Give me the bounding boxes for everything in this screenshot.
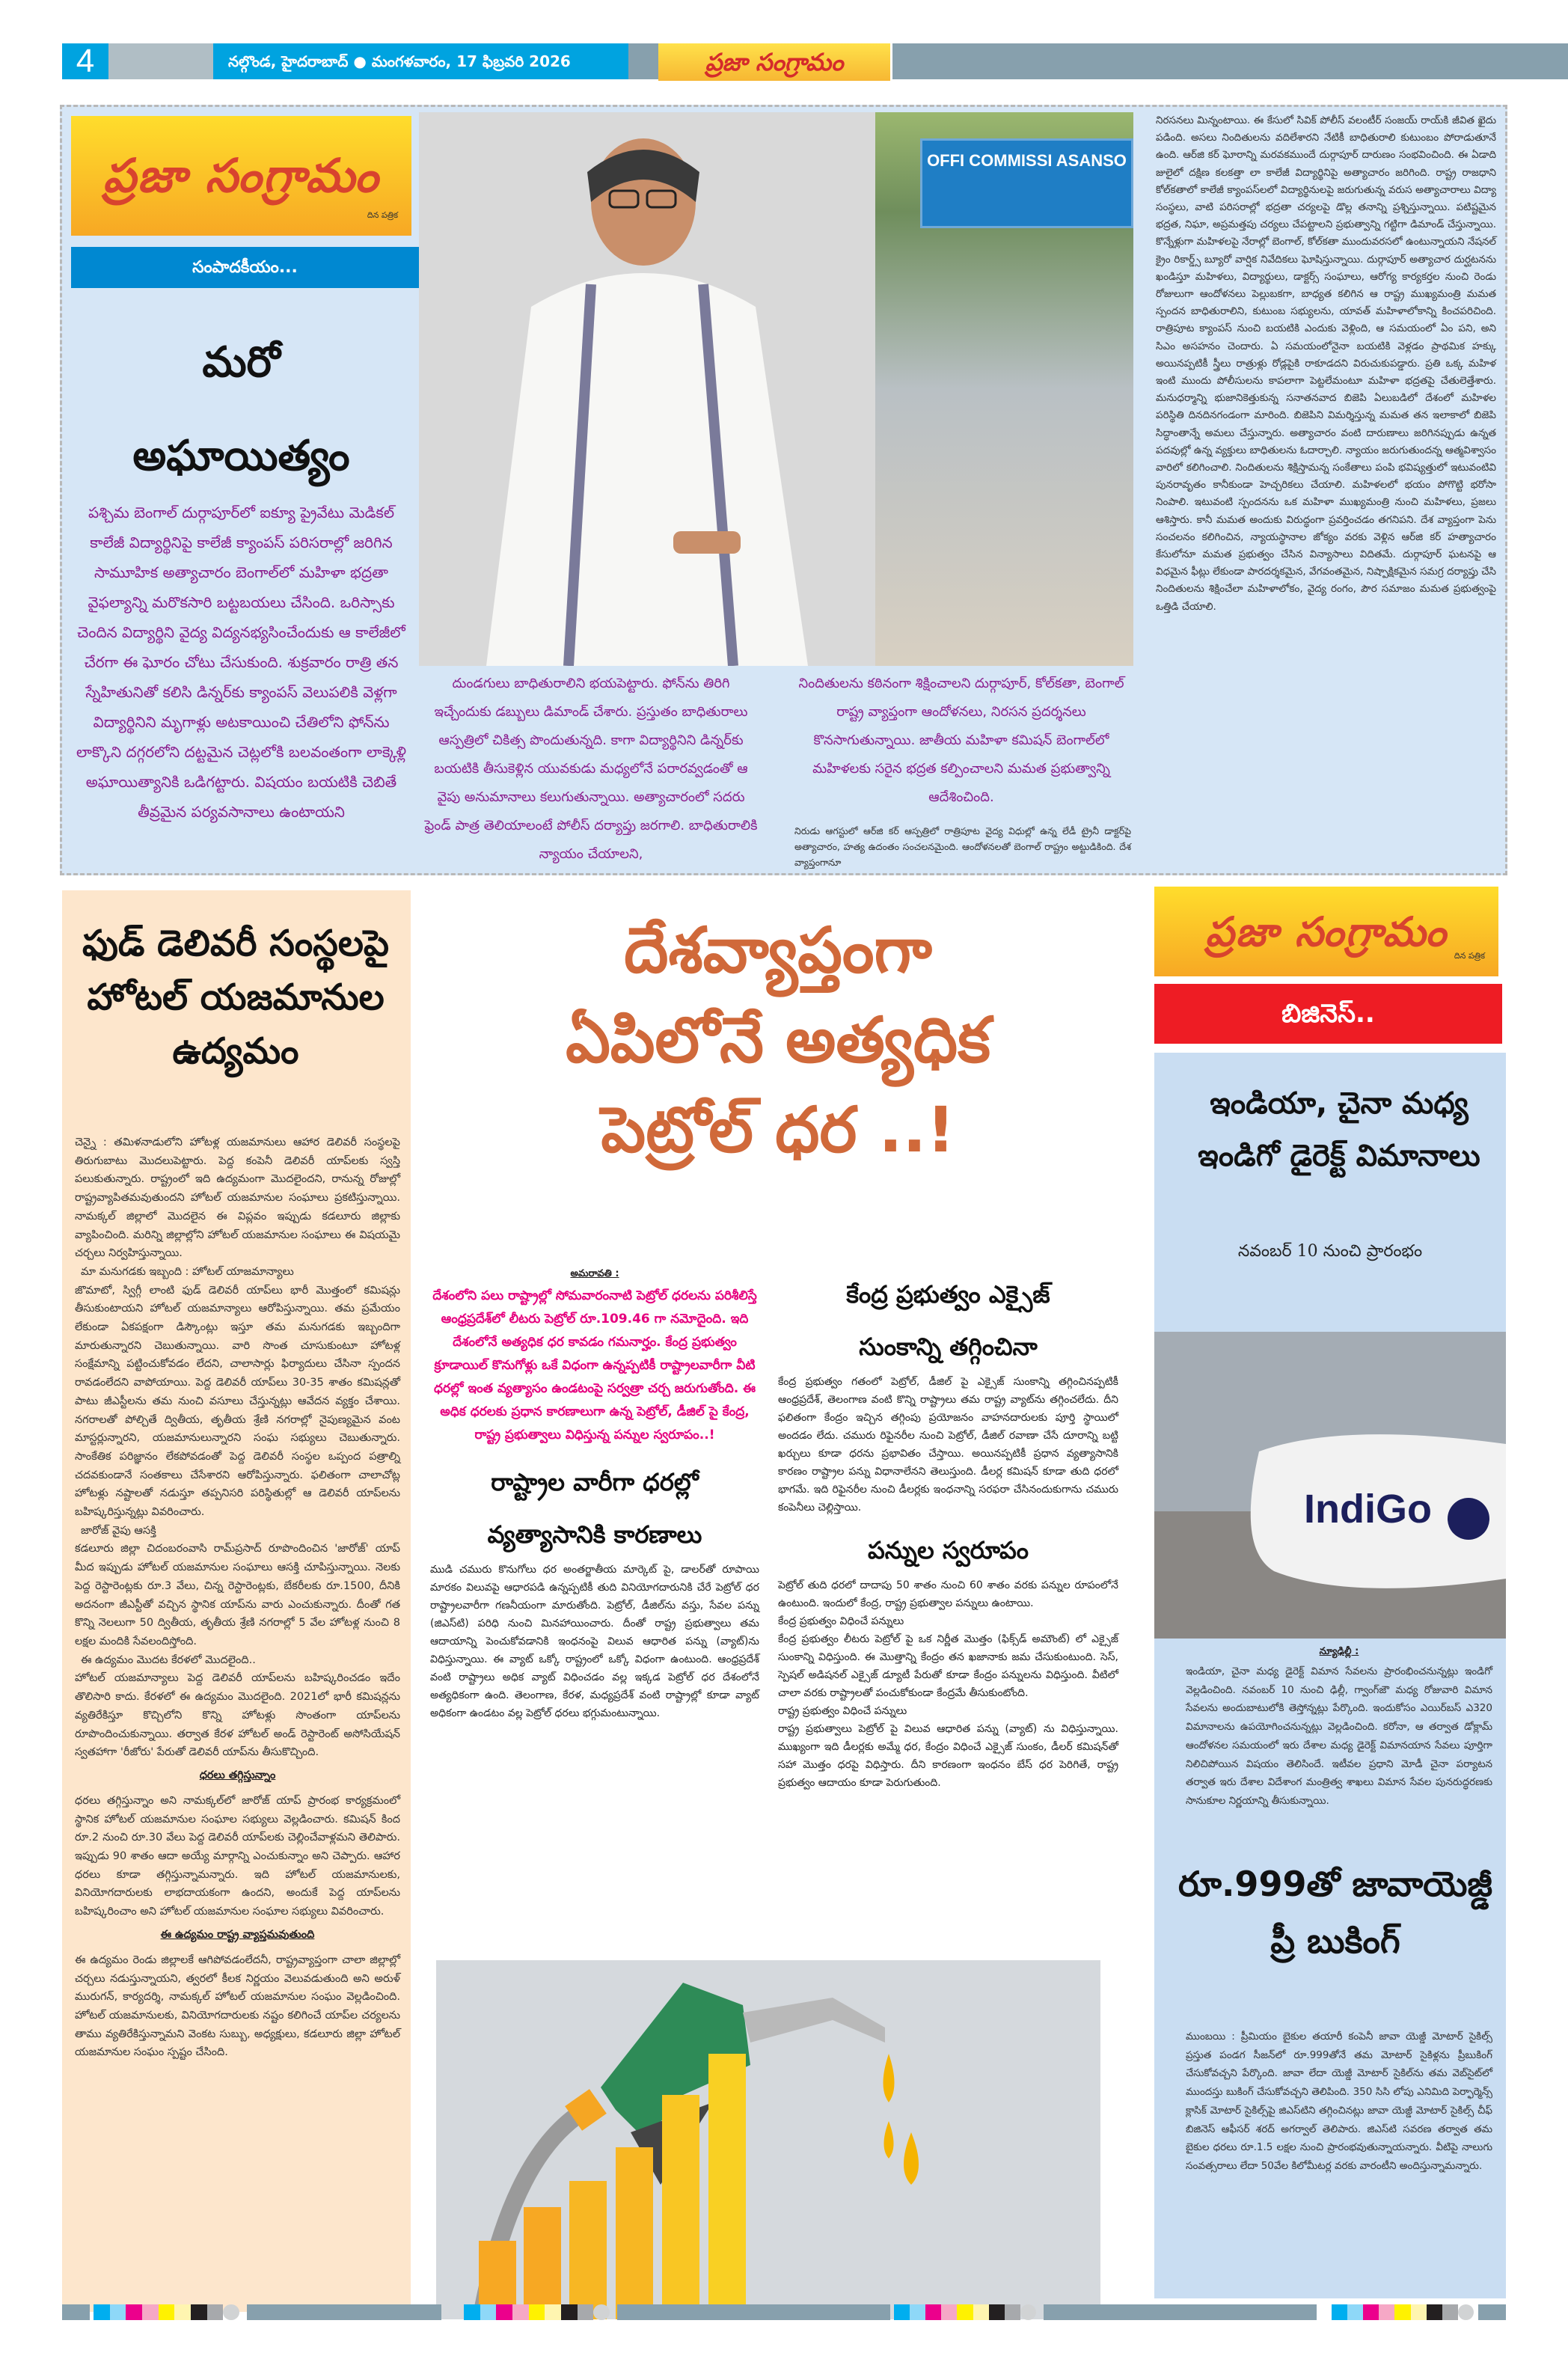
registration-swatch bbox=[223, 2304, 239, 2320]
page-number: 4 bbox=[62, 43, 108, 79]
registration-swatch bbox=[1394, 2304, 1410, 2320]
registration-swatch bbox=[142, 2304, 159, 2320]
registration-swatch bbox=[1458, 2304, 1474, 2320]
petrol-subhead-b-line1: కేంద్ర ప్రభుత్వం ఎక్సైజ్ bbox=[846, 1280, 1050, 1309]
food-subhead-3: ఈ ఉద్యమం మొదట కేరళలో మొదలైంది.. bbox=[81, 1653, 256, 1666]
registration-swatch bbox=[561, 2304, 578, 2320]
registration-swatch bbox=[578, 2304, 594, 2320]
petrol-article-headline bbox=[426, 905, 1130, 1175]
registration-bar bbox=[62, 2304, 90, 2320]
registration-swatch bbox=[593, 2304, 610, 2320]
editorial-column-4: నిరసనలు మిన్నంటాయి. ఈ కేసులో సివిక్ పోలీస్ వలంటీర్ సంజయ్ రాయ్‌కి జీవిత ఖైదు పడింది. అసలు నిందితులను వదిలేశారని నేటికీ బాధితురాలి కుటుంబం పోరాడుతూనే ఉంది. ఆర్‌జి కర్ ఘోరాన్ని మరవకముందే దుర్గాపూర్ దారుణం సంభవించింది. ఈ ఏడాది జులైలో దక్షిణ కలకత్తా లా కాలేజీ విద్యార్థినిపై అత్యాచారం జరిగింది. రాష్ట్ర రాజధాని కోల్‌కతాలో కాలేజీ క్యాంపస్‌లలో విద్యార్థినులపై జరుగుతున్న వరుస అత్యాచారాలు విద్యా సంస్థలు, వాటి పరిసరాల్లో భద్రతా చర్యలపై డొల్ల తనాన్ని ప్రశ్నిస్తున్నాయి. పటిష్టమైన భద్రత, నిఘా, అప్రమత్తపు చర్యలు చేపట్టాలని ప్రభుత్వాన్ని గట్టిగా డిమాండ్ చేస్తున్నాయి. కొన్నేళ్లుగా మహిళలపై నేరాల్లో బెంగాల్, కోల్‌కతా ముందువరసలో ఉంటున్నాయని నేషనల్ క్రైం రికార్డ్స్ బ్యూరో వార్షిక నివేదికలు ఘోషిస్తున్నాయి. దుర్గాపూర్ అత్యాచార దుర్ఘటనను ఖండిస్తూ మహిళలు, విద్యార్థులు, డాక్టర్స్ సంఘాలు, ఆరోగ్య కార్యకర్తల నుంచి రెండు రోజులుగా ఆందోళనలు పెల్లుబకగా, బాధ్యత కలిగిన ఆ రాష్ట్ర ముఖ్యమంత్రి మమత స్పందన బాధితురాలిని, కుటుంబ సభ్యులను, యావత్ మహిళాలోకాన్ని కించపరిచింది. రాత్రిపూట క్యాంపస్ నుంచి బయటికి ఎందుకు వెళ్లింది, ఆ సమయంలో ఏం పని, అని సిఎం అసహనం చెందారు. ఏ సమయంలోనైనా బయటికి వెళ్లడం ప్రాథమిక హక్కు అయినప్పటికీ స్త్రీలు రాత్రుళ్లు రోడ్లపైకి రాకూడదని విరుచుకుపడ్డారు. ప్రతి ఒక్క మహిళ ఇంటి ముందు పోలీసులను కాపలాగా పెట్టలేమంటూ మహిళా భద్రతపై చేతులెత్తేశారు. మనుధర్మాన్ని భుజానికెత్తుకున్న సనాతనవాద బిజెపి ఏలుబడిలో దేశంలో మహిళల పరిస్థితి దినదినగండంగా మారింది. బిజెపిని విమర్శిస్తున్న మమత తన ఇలాకాలో బిజెపి సిద్ధాంతాన్నే అమలు చేస్తున్నారు. అత్యాచారం వంటి దారుణాలు జరిగినప్పుడు ఉన్నత పదవుల్లో ఉన్న వ్యక్తులు బాధితులను ఓదార్చాలి. న్యాయం జరుగుతుందన్న ఆత్మవిశ్వాసం వారిలో కలిగించాలి. నిందితులను శిక్షిస్తామన్న సంకేతాలు పంపి భవిష్యత్తులో ఇటువంటివి పునరావృతం కానీకుండా హెచ్చరికలు చేయాలి. మహిళలలో భయం పోగొట్టి భరోసా నింపాలి. ఇటువంటి స్పందనను ఒక మహిళా ముఖ్యమంత్రి నుంచి మహిళలు, ప్రజలు ఆశిస్తారు. కానీ మమత అందుకు విరుద్ధంగా ప్రవర్తించడం తగనిపని. దేశ వ్యాప్తంగా పెను సంచలనం కలిగించిన, న్యాయస్థానాల జోక్యం వరకు వెళ్లిన ఆర్‌జి కర్ హత్యాచారం కేసులోనూ మమత ప్రభుత్వం చేసిన విన్యాసాలు విదితమే. దుర్గాపూర్ ఘటనపై ఆ విధమైన ఫీట్లు లేకుండా పారదర్శకమైన, వేగవంతమైన, నిష్పాక్షికమైన సమగ్ర దర్యాప్తు చేసి నిందితులను శిక్షించేలా మహిళాలోకం, వైద్య రంగం, పౌర సమాజం మమత ప్రభుత్వంపై ఒత్తిడి చేయాలి. bbox=[1156, 114, 1496, 613]
fuel-nozzle-bar-graphic bbox=[436, 1960, 1100, 2319]
petrol-subhead-b-line2: సుంకాన్ని తగ్గించినా bbox=[859, 1333, 1038, 1361]
registration-swatch bbox=[1332, 2304, 1347, 2320]
food-article-headline: ఫుడ్ డెలివరీ సంస్థలపై హోటల్ యజమానుల ఉద్యమం bbox=[82, 923, 390, 1072]
petrol-lead-paragraph: దేశంలోని పలు రాష్ట్రాల్లో సోమవారంనాటి పెట్రోల్ ధరలను పరిశీలిస్తే ఆంధ్రప్రదేశ్‌లో లీటరు పెట్రోల్ రూ.109.46 గా నమోదైంది. ఇది దేశంలోనే అత్యధిక ధర కావడం గమనార్హం. కేంద్ర ప్రభుత్వం క్రూడాయిల్ కొనుగోళ్లు ఒకే విధంగా ఉన్నప్పటికీ రాష్ట్రాలవారీగా వీటి ధరల్లో ఇంత వ్యత్యాసం ఉండటంపై సర్వత్రా చర్చ జరుగుతోంది. ఈ అధిక ధరలకు ప్రధాన కారణాలుగా ఉన్న పెట్రోల్, డీజిల్ పై కేంద్ర, రాష్ట్ర ప్రభుత్వాలు విధిస్తున్న పన్నుల స్వరూపం..! bbox=[432, 1288, 757, 1442]
registration-swatch bbox=[110, 2304, 126, 2320]
editorial-headline-line1: మరో bbox=[202, 338, 281, 387]
registration-swatch bbox=[973, 2304, 989, 2320]
food-para-1: చెన్నై : తమిళనాడులోని హోటళ్ల యజమానులు ఆహార డెలివరీ సంస్థలపై తిరుగుబాటు మొదలుపెట్టారు. పెద్ద కంపెనీ డెలివరీ యాప్‌లకు స్వస్తి పలుకుతున్నారు. రాష్ట్రంలో ఇది ఉద్యమంగా మొదలైందని, రానున్న రోజుల్లో రాష్ట్రవ్యాపితమవుతుందని హోటల్ యజమానుల సంఘాలు ప్రకటిస్తున్నాయి. నామక్కల్ జిల్లాలో మొదలైన ఈ విప్లవం ఇప్పుడు కడలూరు జిల్లాకు వ్యాపించింది. మరిన్ని జిల్లాల్లోని హోటల్ యజమానుల సంఘాలు ఈ విషయమై చర్చలు నిర్వహిస్తున్నాయి. bbox=[75, 1136, 400, 1260]
food-para-2: జొమాటో, స్విగ్గీ లాంటి ఫుడ్ డెలివరీ యాప్‌లు భారీ మొత్తంలో కమిషన్లు తీసుకుంటాయని హోటల్ యజమాన్యాలు ఆరోపిస్తున్నాయి. తమ ప్రమేయం లేకుండా ఏకపక్షంగా డిస్కౌంట్లు ఇస్తూ తమ మనుగడకు ఇబ్బందిగా మారుతున్నారని చెబుతున్నాయి. వారి సొంత చూసుకుంటూ హోటళ్ల సంక్షేమాన్ని పట్టించుకోవడం లేదని, చాలాసార్లు ఫిర్యాదులు చేసినా స్పందన రావడంలేదని వాపోయాయి. పెద్ద డెలివరీ యాప్‌లు 30-35 శాతం కమిషన్లతో పాటు జీఎస్టీలను తమ నుంచి వసూలు చేస్తున్నట్లు ఆవేదన వ్యక్తం చేశాయి. నగరాలతో పోల్చితే ద్వితీయ, తృతీయ శ్రేణి నగరాల్లో నైపుణ్యమైన వంట మాస్టర్లున్నారని, యజమానులున్నారని సంఘ సభ్యులు చెబుతున్నారు. సాంకేతిక పరిజ్ఞానం లేకపోవడంతో పెద్ద డెలివరీ సంస్థల ఒప్పంద పత్రాల్ని చదవకుండానే సంతకాలు చేసేశారని ఆరోపిస్తున్నారు. ఫలితంగా చాలాచోట్ల హోటళ్లు నష్టాలతో నడుస్తూ తప్పనిసరి పరిస్థితుల్లో ఆ డెలివరీ యాప్‌లను బహిష్కరిస్తున్నట్లు వివరించారు. bbox=[75, 1284, 400, 1519]
registration-swatch bbox=[941, 2304, 957, 2320]
registration-swatch bbox=[925, 2304, 941, 2320]
registration-swatch bbox=[94, 2304, 110, 2320]
food-subhead-2: జారోజ్ వైపు ఆసక్తి bbox=[81, 1524, 156, 1537]
registration-swatch bbox=[1020, 2304, 1036, 2320]
petrol-subhead-c2: రాష్ట్ర ప్రభుత్వం విధించే పన్నులు bbox=[778, 1705, 907, 1717]
masthead-tagline: దిన పత్రిక bbox=[367, 210, 398, 220]
registration-swatch bbox=[191, 2304, 207, 2320]
airline-logo-text: IndiGo bbox=[1304, 1487, 1432, 1532]
petrol-para-c3: రాష్ట్ర ప్రభుత్వాలు పెట్రోల్ పై విలువ ఆధారిత పన్ను (వ్యాట్) ను విధిస్తున్నాయి. ముఖ్యంగా ఇది డీలర్లకు అమ్మే ధర, కేంద్రం విధించే ఎక్సైజ్ సుంకం, డీలర్ కమిషన్‌తో సహా మొత్తం ధరపై విధిస్తారు. దీని కారణంగా ఇంధనం బేస్ ధర పెరిగితే, రాష్ట్ర ప్రభుత్వం ఆదాయం కూడా పెరుగుతుంది. bbox=[778, 1723, 1118, 1789]
registration-color-marks bbox=[94, 2304, 239, 2320]
registration-swatch bbox=[910, 2304, 925, 2320]
section-label-editorial: సంపాదకీయం... bbox=[71, 247, 419, 288]
registration-swatch bbox=[529, 2304, 545, 2320]
photo-chief-minister bbox=[419, 112, 875, 666]
masthead-text: ప్రజా సంగ్రామం bbox=[102, 148, 380, 203]
petrol-price-illustration bbox=[436, 1960, 1100, 2319]
petrol-subhead-c: పన్నుల స్వరూపం bbox=[868, 1536, 1029, 1564]
registration-bar bbox=[1044, 2304, 1317, 2320]
registration-swatch bbox=[1347, 2304, 1363, 2320]
header-divider bbox=[108, 43, 213, 79]
editorial-lead-paragraph: పశ్చిమ బెంగాల్ దుర్గాపూర్‌లో ఐక్యూ ప్రైవేటు మెడికల్ కాలేజీ విద్యార్థినిపై కాలేజీ క్యాంపస్ పరిసరాల్లో జరిగిన సామూహిక అత్యాచారం బెంగాల్‌లో మహిళా భద్రతా వైఫల్యాన్ని మరొకసారి బట్టబయలు చేసింది. ఒరిస్సాకు చెందిన విద్యార్థిని వైద్య విద్యనభ్యసించేందుకు ఆ కాలేజీలో చేరగా ఈ ఘోరం చోటు చేసుకుంది. శుక్రవారం రాత్రి తన స్నేహితునితో కలిసి డిన్నర్‌కు క్యాంపస్ వెలుపలికి వెళ్లగా విద్యార్థినిని మృగాళ్లు అటకాయించి చేతిలోని ఫోన్‌ను లాక్కొని దగ్గరలోని దట్టమైన చెట్లలోకి బలవంతంగా లాక్కెళ్లి అఘాయిత్యానికి ఒడిగట్టారు. విషయం బయటికి చెబితే తీవ్రమైన పర్యవసానాలు ఉంటాయని bbox=[76, 504, 407, 821]
indigo-dateline: న్యూఢిల్లీ : bbox=[1319, 1646, 1359, 1657]
commissionerate-sign: OFFI COMMISSI ASANSO bbox=[920, 138, 1133, 228]
indigo-headline: ఇండియా, చైనా మధ్య ఇండిగో డైరెక్ట్ విమానాలు bbox=[1198, 1086, 1480, 1173]
food-subhead-5: ఈ ఉద్యమం రాష్ట్ర వ్యాప్తమవుతుంది bbox=[160, 1928, 315, 1941]
food-para-4: హోటల్ యజమాన్యాలు పెద్ద డెలివరీ యాప్‌లను బహిష్కరించడం ఇదేం తొలిసారి కాదు. కేరళలో ఈ ఉద్యమం మొదలైంది. 2021లో భారీ కమిషన్లను వ్యతిరేకిస్తూ కొచ్చిలోని కొన్ని హోటళ్లు సొంతంగా యాప్‌లను రూపొందించుకున్నాయి. తర్వాత కేరళ హోటల్ అండ్ రెస్టారెంట్ అసోసియేషన్ స్వతహాగా 'రీజోరు' పేరుతో డెలివరీ యాప్‌ను తీసుకొచ్చింది. bbox=[75, 1672, 400, 1759]
petrol-subhead-a-line1: రాష్ట్రాల వారీగా ధరల్లో bbox=[491, 1468, 699, 1496]
petrol-headline-line3: పెట్రోల్ ధర ..! bbox=[601, 1093, 955, 1166]
editorial-column-3-small: నిరుడు ఆగస్టులో ఆర్‌జి కర్ ఆస్పత్రిలో రాత్రిపూట వైద్య విధుల్లో ఉన్న లేడీ ట్రైనీ డాక్టర్‌పై అత్యాచారం, హత్య ఉదంతం సంచలనమైంది. ఆందోళనలతో బెంగాల్ రాష్ట్రం అట్టుడికింది. దేశ వ్యాప్తంగానూ bbox=[794, 825, 1131, 868]
editorial-column-3: నిందితులను కఠినంగా శిక్షించాలని దుర్గాపూర్, కోల్‌కతా, బెంగాల్ రాష్ట్ర వ్యాప్తంగా ఆందోళనలు, నిరసన ప్రదర్శనలు కొనసాగుతున్నాయి. జాతీయ మహిళా కమిషన్ బెంగాల్‌లో మహిళలకు సరైన భద్రత కల్పించాలని మమత ప్రభుత్వాన్ని ఆదేశించింది. bbox=[798, 676, 1124, 805]
masthead-tagline: దిన పత్రిక bbox=[1454, 951, 1485, 961]
food-subhead-1: మా మనుగడకు ఇబ్బంది : హోటల్ యాజమాన్యాలు bbox=[81, 1265, 294, 1278]
petrol-para-c2: కేంద్ర ప్రభుత్వం లీటరు పెట్రోల్ పై ఒక నిర్ణీత మొత్తం (ఫిక్స్‌డ్ అమౌంట్) లో ఎక్సైజ్ సుంకాన్ని విధిస్తుంది. ఈ మొత్తాన్ని కేంద్రం తన ఖజానాకు జమ చేసుకుంటుంది. సెస్, స్పెషల్ అడిషనల్ ఎక్సైజ్ డ్యూటీ పేరుతో కూడా కేంద్రం పన్నులను విధిస్తుంది. వీటిలో చాలా వరకు రాష్ట్రాలతో పంచుకోకుండా కేంద్రమే తీసుకుంటోంది. bbox=[778, 1633, 1118, 1699]
petrol-para-c1: పెట్రోల్ తుది ధరలో దాదాపు 50 శాతం నుంచి 60 శాతం వరకు పన్నుల రూపంలోనే ఉంటుంది. ఇందులో కేంద్ర, రాష్ట్ర ప్రభుత్వాల పన్నులు ఉంటాయి. bbox=[778, 1579, 1118, 1609]
registration-swatch bbox=[1005, 2304, 1020, 2320]
registration-swatch bbox=[464, 2304, 480, 2320]
registration-swatch bbox=[174, 2304, 191, 2320]
petrol-para-b: కేంద్ర ప్రభుత్వం గతంలో పెట్రోల్, డీజిల్ పై ఎక్సైజ్ సుంకాన్ని తగ్గించినప్పటికీ ఆంధ్రప్రదేశ్, తెలంగాణ వంటి కొన్ని రాష్ట్రాలు తమ రాష్ట్ర వ్యాట్‌ను తగ్గించలేదు. దీని ఫలితంగా కేంద్రం ఇచ్చిన తగ్గింపు ప్రయోజనం వాహనదారులకు పూర్తి స్థాయిలో అందడం లేదు. చమురు రిఫైనరీల నుంచి పెట్రోల్, డీజిల్ రవాణా చేసే దూరాన్ని బట్టి ఖర్చులు కూడా ధరను ప్రభావితం చేస్తాయి. అయినప్పటికీ ప్రధాన వ్యత్యాసానికి కారణం రాష్ట్రాల పన్ను విధానాలేనని తెలుస్తుంది. డీలర్ల కమిషన్ కూడా తుది ధరలో భాగమే. ఇది రిఫైనరీల నుంచి డీలర్లకు ఇంధనాన్ని సరఫరా చేసినందుకుగాను చమురు కంపెనీలు చెల్లిస్తాయి. bbox=[778, 1376, 1118, 1514]
section-label-business: బిజినెస్.. bbox=[1154, 984, 1502, 1044]
header-divider bbox=[628, 43, 658, 79]
petrol-right-column bbox=[778, 1268, 1118, 1792]
registration-bar bbox=[617, 2304, 890, 2320]
registration-bar bbox=[247, 2304, 441, 2320]
registration-bar bbox=[1478, 2304, 1506, 2320]
registration-swatch bbox=[126, 2304, 142, 2320]
registration-swatch bbox=[1379, 2304, 1394, 2320]
registration-color-marks bbox=[894, 2304, 1036, 2320]
registration-swatch bbox=[957, 2304, 973, 2320]
registration-swatch bbox=[1442, 2304, 1458, 2320]
petrol-subhead-c1: కేంద్ర ప్రభుత్వం విధించే పన్నులు bbox=[778, 1615, 904, 1627]
registration-color-marks bbox=[1332, 2304, 1474, 2320]
registration-swatch bbox=[545, 2304, 561, 2320]
food-para-5: ధరలు తగ్గిస్తున్నాం అని నామక్కల్‌లో జారోజ్ యాప్ ప్రారంభ కార్యక్రమంలో స్థానిక హోటల్ యజమానుల సంఘాల సభ్యులు వెల్లడించారు. కమిషన్ కింద రూ.2 నుంచి రూ.30 వేలు పెద్ద డెలివరీ యాప్‌లకు చెల్లించేవాళ్లమని తెలిపారు. ఇప్పుడు 90 శాతం ఆదా అయ్యే మార్గాన్ని ఎంచుకున్నాం అని చెప్పారు. ఆహార ధరలు కూడా తగ్గిస్తున్నామన్నారు. ఇది హోటల్ యజమానులకు, వినియోగదారులకు లాభదాయకంగా ఉందని, అందుకే పెద్ద యాప్‌లను బహిష్కరించాం అని హోటల్ యజమానుల సంఘాల సభ్యులు వివరించారు. bbox=[75, 1794, 400, 1918]
editorial-headline-line2: అఘాయిత్యం bbox=[132, 432, 350, 480]
jawa-headline: రూ.999తో జావాయెజ్డీ ప్రీ బుకింగ్ bbox=[1177, 1864, 1493, 1961]
registration-swatch bbox=[894, 2304, 910, 2320]
editorial-column-2: దుండగులు బాధితురాలిని భయపెట్టారు. ఫోన్‌ను తిరిగి ఇచ్చేందుకు డబ్బులు డిమాండ్ చేశారు. ప్రస్తుతం బాధితురాలు ఆస్పత్రిలో చికిత్స పొందుతున్నది. కాగా విద్యార్థినిని డిన్నర్‌కు బయటికి తీసుకెళ్లిన యువకుడు మధ్యలోనే పరారవ్వడంతో ఆ వైపు అనుమానాలు కలుగుతున్నాయి. అత్యాచారంలో సదరు ఫ్రెండ్ పాత్ర తెలియాలంటే పోలీస్ దర్యాప్తు జరగాలి. బాధితురాలికి న్యాయం చేయాలని, bbox=[424, 676, 758, 862]
header-divider bbox=[892, 43, 1568, 79]
petrol-left-column bbox=[430, 1268, 759, 1722]
person-photo-illustration bbox=[419, 112, 875, 666]
registration-swatch bbox=[480, 2304, 497, 2320]
indigo-aircraft-photo bbox=[1154, 1332, 1506, 1639]
registration-swatch bbox=[1363, 2304, 1379, 2320]
registration-swatch bbox=[989, 2304, 1005, 2320]
header-masthead-logo: ప్రజా సంగ్రామం bbox=[658, 43, 890, 81]
registration-swatch bbox=[512, 2304, 529, 2320]
registration-swatch bbox=[1427, 2304, 1442, 2320]
registration-color-marks bbox=[464, 2304, 610, 2320]
header-location-date: నల్గొండ, హైదరాబాద్ ● మంగళవారం, 17 ఫిబ్రవరి 2026 bbox=[213, 43, 628, 79]
petrol-dateline: అమరావతి : bbox=[570, 1268, 619, 1279]
indigo-story-body bbox=[1186, 1646, 1492, 1811]
food-subhead-4: ధరలు తగ్గిస్తున్నాం bbox=[199, 1769, 276, 1781]
petrol-headline-line2: ఏపిలోనే అత్యధిక bbox=[566, 1003, 990, 1077]
indigo-subhead: నవంబర్ 10 నుంచి ప్రారంభం bbox=[1237, 1242, 1423, 1261]
aircraft-illustration bbox=[1154, 1332, 1506, 1639]
indigo-body: ఇండియా, చైనా మధ్య డైరెక్ట్ విమాన సేవలను ప్రారంభించనున్నట్లు ఇండిగో వెల్లడించింది. నవంబర్ 10 నుంచి ఢిల్లీ, గ్వాంగ్‌జౌ మధ్య రోజువారి విమాన సేవలను అందుబాటులోకి తెస్తోన్నట్లు పేర్కొంది. ఇందుకోసం ఎయిర్‌బస్ ఎ320 విమానాలను ఉపయోగించనున్నట్లు వెల్లడించింది. కరోనా, ఆ తర్వాత డోక్లామ్ ఆందోళనల సమయంలో ఇరు దేశాల మధ్య డైరెక్ట్ విమానయాన సేవలు పూర్తిగా నిలిచిపోయిన విషయం తెలిసిందే. ఇటీవల ప్రధాని మోడీ చైనా పర్యాటన తర్వాత ఇరు దేశాల విదేశాంగ మంత్రిత్వ శాఖలు విమాన సేవల పునరుద్ధరణకు సానుకూల నిర్ణయాన్ని తీసుకున్నాయి. bbox=[1186, 1665, 1492, 1807]
petrol-para-a: ముడి చమురు కొనుగోలు ధర అంతర్జాతీయ మార్కెట్ పై, డాలర్‌తో రూపాయి మారకం విలువపై ఆధారపడి ఉన్నప్పటికీ తుది వినియోగదారునికి చేరే పెట్రోల్ ధర రాష్ట్రాలవారీగా గణనీయంగా మారుతోంది. పెట్రోల్, డీజిల్‌ను వస్తు, సేవల పన్ను (జిఎస్‌టి) పరిధి నుంచి మినహాయించారు. దీంతో రాష్ట్ర ప్రభుత్వాలు తమ ఆదాయాన్ని పెంచుకోవడానికి ఇంధనంపై విలువ ఆధారిత పన్ను (వ్యాట్)ను విధిస్తున్నాయి. ఈ వ్యాట్ ఒక్కో రాష్ట్రంలో ఒక్కో విధంగా ఉంటుంది. ఆంధ్రప్రదేశ్ వంటి రాష్ట్రాలు అధిక వ్యాట్ విధించడం వల్ల ఇక్కడ పెట్రోల్ ధర దేశంలోనే అత్యధికంగా ఉంది. తెలంగాణ, కేరళ, మధ్యప్రదేశ్ వంటి రాష్ట్రాల్లో కూడా వ్యాట్ అధికంగా ఉండటం వల్ల పెట్రోల్ ధరలు భగ్గుమంటున్నాయి. bbox=[430, 1564, 759, 1719]
masthead-text: ప్రజా సంగ్రామం bbox=[1205, 908, 1448, 955]
registration-swatch bbox=[1411, 2304, 1427, 2320]
jawa-body: ముంబయి : ప్రీమియం బైకుల తయారీ కంపెనీ జావా యెజ్డీ మోటార్ సైకిల్స్ ప్రస్తుత పండగ సీజన్‌లో రూ.999తోనే తమ మోటార్ సైకిళ్లను ప్రీబుకింగ్ చేసుకోవచ్చని పేర్కొంది. జావా లేదా యెజ్డీ మోటార్ సైకిల్‌ను తమ వెబ్‌సైట్‌లో ముందస్తు బుకింగ్ చేసుకోవచ్చని తెలిపింది. 350 సిసి లోపు ఎనిమిది పెర్ఫార్మెన్స్ క్లాసిక్ మోటార్ సైకిల్స్‌పై జిఎస్‌టిని తగ్గించినట్లు జావా యెజ్డీ మోటార్ సైకిల్స్ చీఫ్ బిజినెస్ ఆఫీసర్ శరద్ అగర్వాల్ తెలిపారు. జిఎస్‌టి సవరణ తర్వాత తమ బైకుల ధరలు రూ.1.5 లక్షల నుంచి ప్రారంభవుతున్నాయన్నారు. వీటిపై నాలుగు సంవత్సరాలు లేదా 50వేల కిలోమీటర్ల వరకు వారంటీని అందిస్తున్నామన్నారు. bbox=[1186, 2031, 1492, 2172]
petrol-subhead-a-line2: వ్యత్యాసానికి కారణాలు bbox=[487, 1520, 702, 1549]
registration-swatch bbox=[159, 2304, 175, 2320]
petrol-headline-line1: దేశవ్యాప్తంగా bbox=[624, 914, 932, 987]
food-para-6: ఈ ఉద్యమం రెండు జిల్లాలకే ఆగిపోవడంలేదనీ, రాష్ట్రవ్యాప్తంగా చాలా జిల్లాల్లో చర్చలు నడుస్తున్నాయని, త్వరలో కీలక నిర్ణయం వెలువడుతుంది అని అరుళ్ మురుగన్, కార్యదర్శి, నామక్కల్ హోటల్ యజమానుల సంఘం వెల్లడించింది. హోటల్ యజమానులకు, వినియోగదారులకు నష్టం కలిగించే యాప్‌ల చర్యలను తాము వ్యతిరేకిస్తున్నామని వెంకట సుబ్బు, అధ్యక్షులు, కడలూరు జిల్లా హోటల్ యజమానుల సంఘం స్పష్టం చేసింది. bbox=[75, 1953, 400, 2059]
food-article-body bbox=[75, 1133, 400, 2062]
food-para-3: కడలూరు జిల్లా చిదంబరంవాసి రామ్‌ప్రసాద్ రూపొందించిన 'జారోజ్' యాప్ మీద ఇప్పుడు హోటల్ యజమానుల సంఘాలు ఆసక్తి చూపిస్తున్నాయి. నెలకు పెద్ద రెస్టారెంట్లకు రూ.3 వేలు, చిన్న రెస్టారెంట్లకు, బేకరీలకు రూ.1500, దీనికి అదనంగా జీఎస్టీతో వచ్చిన స్థానిక యాప్‌ను వారు ఎంచుకున్నారు. దీంతో గత కొన్ని నెలలుగా 50 ద్వితీయ, తృతీయ శ్రేణి నగరాల్లో 5 వేల హోటళ్ల నుంచి 8 లక్షల మందికి సేవలందిస్తోంది. bbox=[75, 1543, 400, 1647]
registration-swatch bbox=[496, 2304, 512, 2320]
business-masthead-logo bbox=[1154, 887, 1498, 976]
registration-swatch bbox=[207, 2304, 224, 2320]
editorial-masthead-logo bbox=[71, 116, 411, 236]
